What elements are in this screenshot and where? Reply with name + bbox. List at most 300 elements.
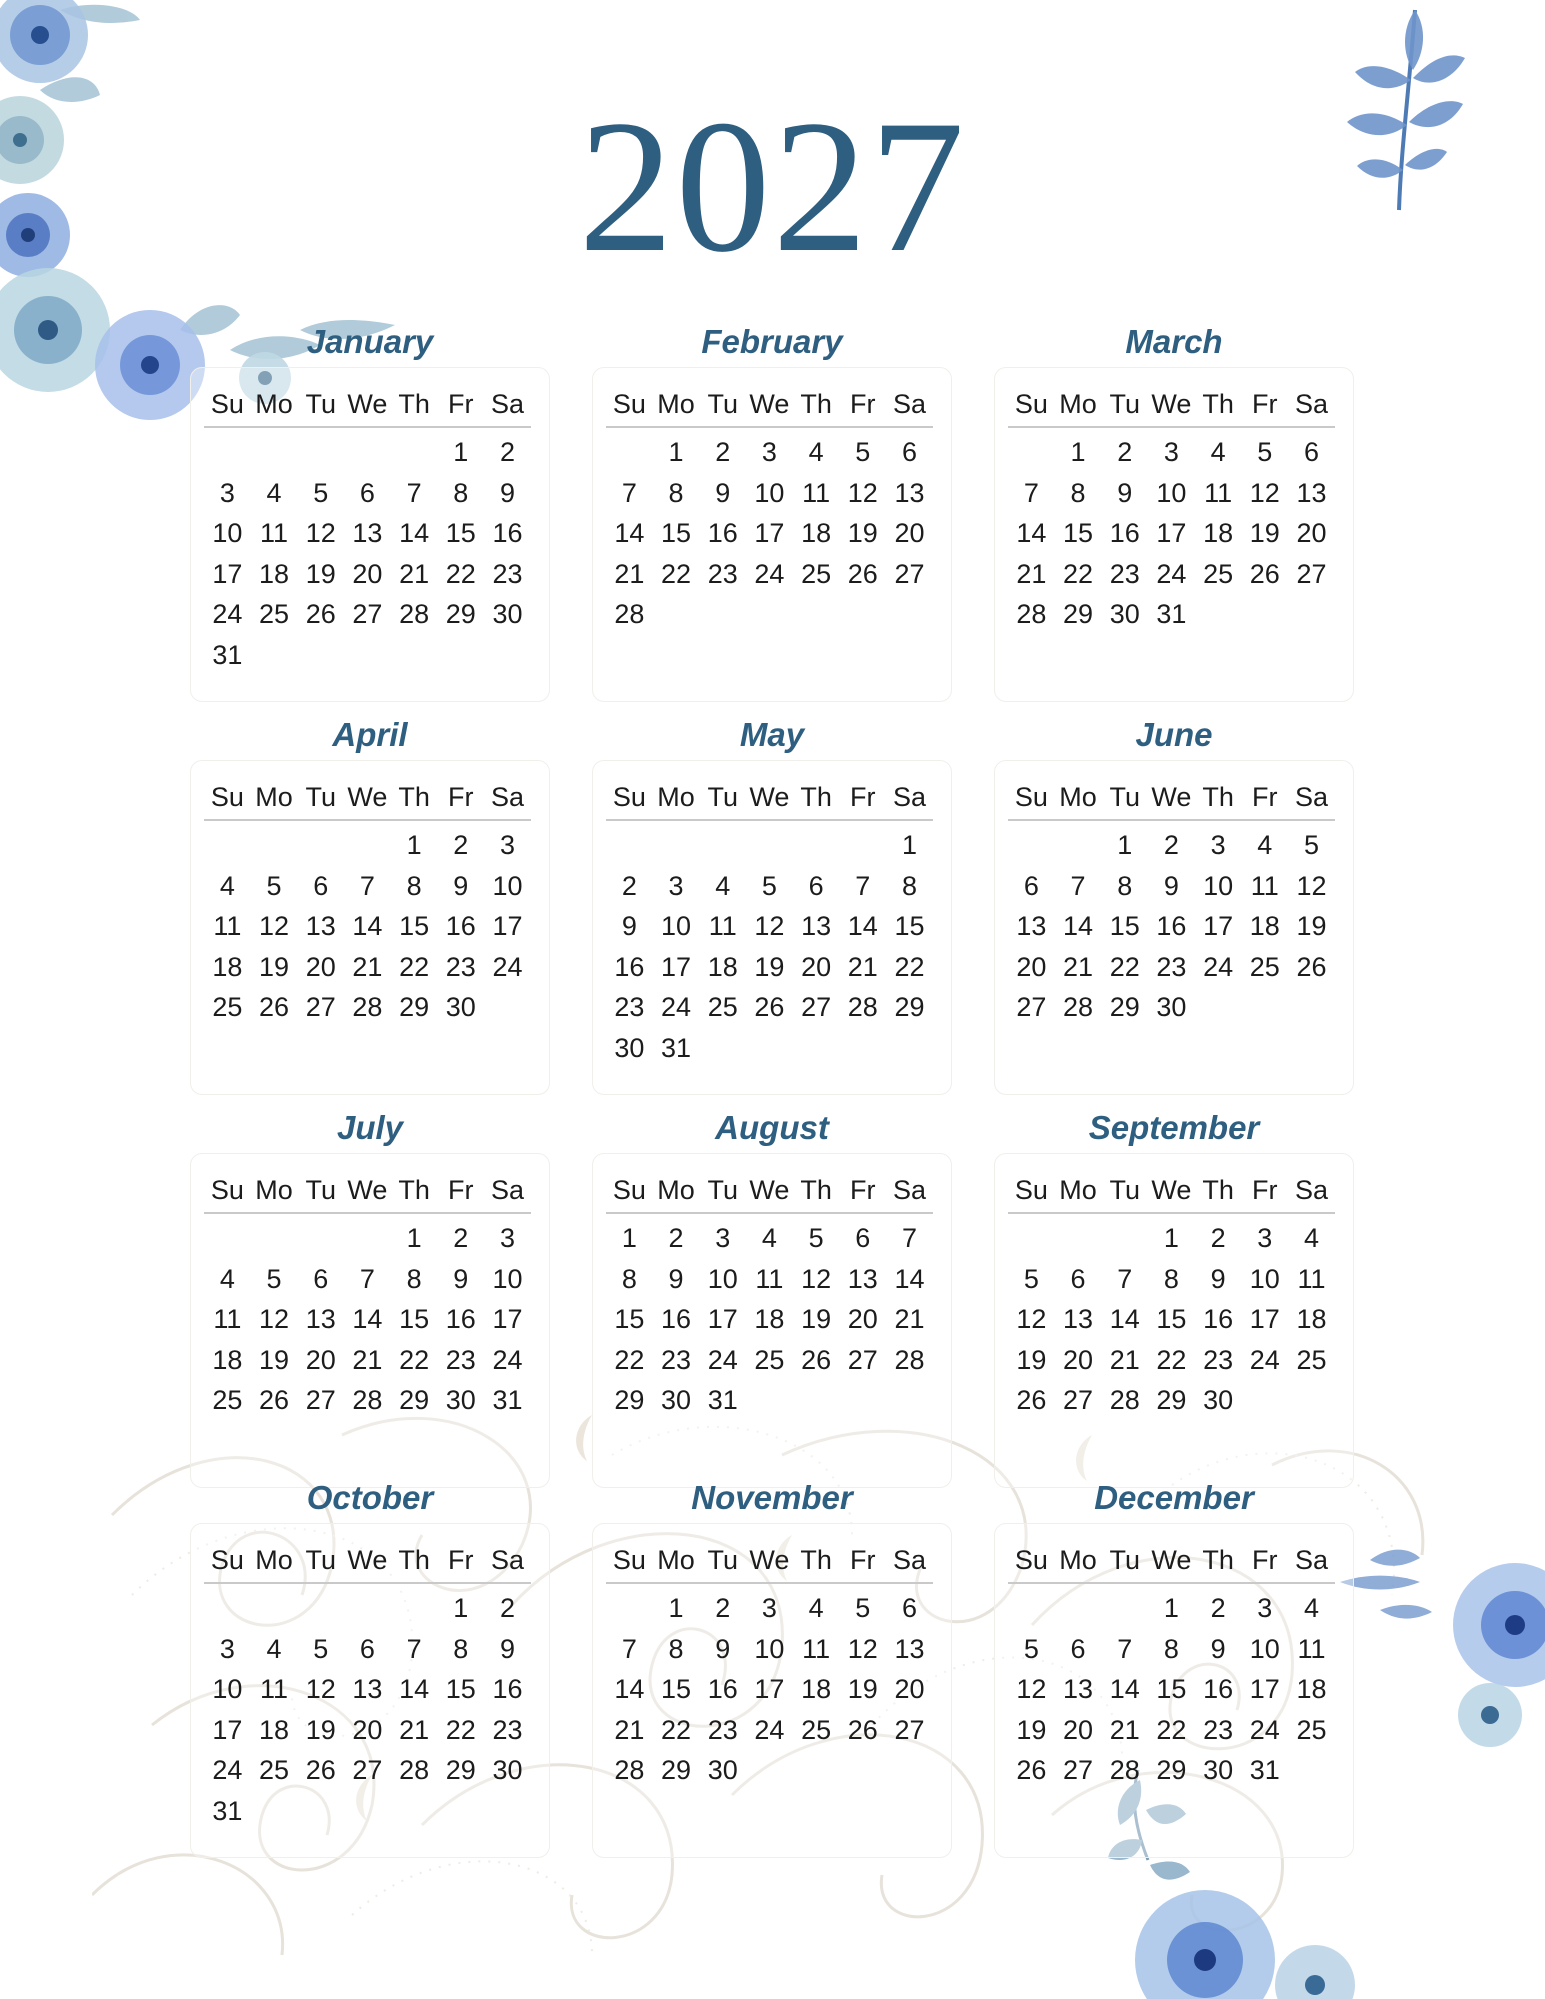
day-cell: 23	[707, 558, 738, 589]
month-december	[994, 1478, 1354, 1858]
day-cell: 26	[801, 1344, 832, 1375]
weekday-label: Mo	[657, 1545, 695, 1575]
day-cell: 22	[399, 1344, 430, 1375]
weekday-label: We	[347, 1545, 388, 1575]
day-cell: 2	[668, 1223, 684, 1253]
day-cell: 8	[901, 870, 917, 901]
day-cell: 15	[661, 518, 692, 548]
day-cell: 19	[305, 1714, 336, 1745]
day-cell: 2	[715, 1593, 731, 1623]
day-cell: 15	[1156, 1674, 1187, 1704]
month-january	[190, 322, 550, 702]
day-cell: 7	[1023, 477, 1039, 508]
day-cell: 23	[1203, 1344, 1234, 1375]
weekday-label: Tu	[305, 782, 336, 812]
day-cell: 30	[445, 1385, 476, 1415]
day-cell: 1	[453, 437, 469, 467]
weekday-label: Fr	[850, 1545, 876, 1575]
day-cell: 11	[1297, 1633, 1326, 1664]
day-cell: 4	[266, 1633, 282, 1664]
day-cell: 22	[1063, 558, 1094, 589]
day-cell: 6	[313, 870, 329, 901]
day-cell: 7	[1117, 1263, 1133, 1294]
weekday-label: Sa	[490, 1175, 524, 1205]
month-title: November	[691, 1479, 853, 1516]
day-cell: 17	[707, 1304, 738, 1334]
day-cell: 9	[668, 1263, 684, 1294]
day-cell: 14	[894, 1263, 925, 1294]
empty-day-cell	[204, 1218, 251, 1259]
weekday-label: Th	[1202, 1545, 1234, 1575]
day-cell: 16	[707, 518, 738, 548]
day-cell: 9	[453, 1263, 469, 1294]
day-cell: 28	[352, 1385, 383, 1415]
month-title: May	[739, 716, 805, 753]
weekday-label: Th	[1202, 782, 1234, 812]
month-day-grid	[204, 775, 531, 1028]
day-cell: 21	[614, 1714, 645, 1745]
day-cell: 19	[1249, 518, 1280, 548]
day-cell: 18	[707, 951, 738, 982]
day-cell: 27	[847, 1344, 878, 1375]
day-cell: 5	[855, 1593, 871, 1623]
day-cell: 25	[1203, 558, 1234, 589]
day-cell: 25	[801, 558, 832, 589]
day-cell: 18	[212, 1344, 243, 1375]
weekday-label: Mo	[657, 782, 695, 812]
weekday-label: Sa	[1294, 782, 1328, 812]
day-cell: 12	[305, 518, 336, 548]
day-cell: 6	[808, 870, 824, 901]
day-cell: 21	[614, 558, 645, 589]
month-title: October	[306, 1479, 434, 1516]
day-cell: 5	[1023, 1633, 1039, 1664]
day-cell: 18	[1249, 911, 1280, 941]
weekday-label: Fr	[850, 389, 876, 419]
weekday-label: Mo	[255, 782, 293, 812]
day-cell: 29	[1109, 992, 1140, 1022]
weekday-label: Mo	[1059, 1545, 1097, 1575]
day-cell: 28	[1063, 992, 1094, 1022]
weekday-label: We	[347, 782, 388, 812]
day-cell: 12	[1249, 477, 1280, 508]
day-cell: 28	[399, 1755, 430, 1785]
day-cell: 10	[707, 1263, 738, 1294]
day-cell: 3	[499, 1223, 515, 1253]
day-cell: 23	[1156, 951, 1187, 982]
day-cell: 18	[259, 558, 290, 589]
day-cell: 9	[499, 1633, 515, 1664]
day-cell: 11	[1297, 1263, 1326, 1294]
day-cell: 7	[359, 1263, 375, 1294]
weekday-label: Fr	[850, 782, 876, 812]
day-cell: 16	[445, 911, 476, 941]
day-cell: 15	[894, 911, 925, 941]
weekday-label: We	[1151, 782, 1192, 812]
weekday-label: Fr	[1252, 1175, 1278, 1205]
day-cell: 25	[259, 1755, 290, 1785]
day-cell: 20	[847, 1304, 878, 1334]
day-cell: 21	[399, 558, 430, 589]
weekday-label: Tu	[305, 1545, 336, 1575]
day-cell: 11	[213, 1304, 242, 1334]
day-cell: 13	[894, 477, 925, 508]
day-cell: 22	[1109, 951, 1140, 982]
day-cell: 19	[259, 1344, 290, 1375]
day-cell: 4	[808, 1593, 824, 1623]
weekday-label: Th	[800, 1545, 832, 1575]
day-cell: 5	[1023, 1263, 1039, 1294]
weekday-label: Fr	[1252, 782, 1278, 812]
day-cell: 13	[305, 911, 336, 941]
day-cell: 22	[445, 1714, 476, 1745]
day-cell: 29	[894, 992, 925, 1022]
day-cell: 12	[801, 1263, 832, 1294]
day-cell: 8	[668, 477, 684, 508]
day-cell: 24	[1249, 1344, 1280, 1375]
weekday-label: Su	[210, 1175, 244, 1205]
day-cell: 31	[212, 1795, 243, 1826]
day-cell: 7	[901, 1223, 917, 1253]
weekday-label: Th	[800, 1175, 832, 1205]
day-cell: 19	[801, 1304, 832, 1334]
day-cell: 7	[406, 477, 422, 508]
day-cell: 4	[1303, 1223, 1319, 1253]
empty-day-cell	[1008, 432, 1055, 473]
day-cell: 22	[1156, 1714, 1187, 1745]
day-cell: 3	[668, 870, 684, 901]
day-cell: 3	[219, 477, 235, 508]
day-cell: 11	[260, 1674, 289, 1704]
weekday-label: Su	[612, 782, 646, 812]
month-day-grid	[606, 775, 933, 1068]
day-cell: 28	[352, 992, 383, 1022]
day-cell: 1	[1070, 437, 1086, 467]
day-cell: 9	[1210, 1633, 1226, 1664]
day-cell: 24	[707, 1344, 738, 1375]
weekday-label: Su	[612, 1545, 646, 1575]
day-cell: 1	[621, 1223, 637, 1253]
day-cell: 3	[761, 437, 777, 467]
day-cell: 3	[1257, 1223, 1273, 1253]
day-cell: 20	[305, 1344, 336, 1375]
empty-day-cell	[606, 1588, 653, 1629]
day-cell: 22	[445, 558, 476, 589]
day-cell: 25	[1249, 951, 1280, 982]
day-cell: 14	[1016, 518, 1047, 548]
day-cell: 19	[1296, 911, 1327, 941]
day-cell: 20	[352, 1714, 383, 1745]
month-march	[994, 322, 1354, 702]
day-cell: 1	[901, 830, 917, 860]
day-cell: 2	[1210, 1223, 1226, 1253]
day-cell: 31	[492, 1385, 523, 1415]
day-cell: 17	[754, 1674, 785, 1704]
day-cell: 14	[1109, 1304, 1140, 1334]
month-september	[994, 1108, 1354, 1488]
day-cell: 13	[801, 911, 832, 941]
day-cell: 26	[305, 1755, 336, 1785]
day-cell: 21	[352, 1344, 383, 1375]
day-cell: 10	[661, 911, 692, 941]
day-cell: 19	[754, 951, 785, 982]
day-cell: 25	[1296, 1344, 1327, 1375]
month-day-grid	[1008, 1168, 1335, 1421]
day-cell: 9	[1117, 477, 1133, 508]
day-cell: 10	[1203, 870, 1234, 901]
weekday-label: Th	[800, 389, 832, 419]
day-cell: 15	[1156, 1304, 1187, 1334]
day-cell: 19	[1016, 1714, 1047, 1745]
day-cell: 30	[661, 1385, 692, 1415]
weekday-label: We	[1151, 1545, 1192, 1575]
day-cell: 25	[212, 1385, 243, 1415]
empty-day-cell	[606, 825, 653, 866]
month-october	[190, 1478, 550, 1858]
day-cell: 2	[1210, 1593, 1226, 1623]
day-cell: 22	[614, 1344, 645, 1375]
weekday-label: Mo	[255, 389, 293, 419]
day-cell: 1	[1117, 830, 1133, 860]
weekday-label: Sa	[1294, 1545, 1328, 1575]
day-cell: 31	[707, 1385, 738, 1415]
weekday-label: Fr	[448, 389, 474, 419]
day-cell: 23	[1203, 1714, 1234, 1745]
day-cell: 7	[1070, 870, 1086, 901]
weekday-label: Th	[800, 782, 832, 812]
day-cell: 17	[212, 1714, 243, 1745]
month-title: January	[306, 323, 434, 360]
day-cell: 10	[754, 477, 785, 508]
day-cell: 21	[352, 951, 383, 982]
day-cell: 13	[1063, 1304, 1094, 1334]
day-cell: 5	[266, 1263, 282, 1294]
day-cell: 15	[445, 518, 476, 548]
day-cell: 25	[754, 1344, 785, 1375]
day-cell: 16	[1109, 518, 1140, 548]
month-title: July	[336, 1109, 404, 1146]
day-cell: 16	[661, 1304, 692, 1334]
day-cell: 16	[707, 1674, 738, 1704]
day-cell: 22	[894, 951, 925, 982]
day-cell: 17	[492, 1304, 523, 1334]
day-cell: 8	[668, 1633, 684, 1664]
day-cell: 22	[399, 951, 430, 982]
day-cell: 30	[1203, 1755, 1234, 1785]
weekday-label: Sa	[490, 389, 524, 419]
day-cell: 17	[1203, 911, 1234, 941]
day-cell: 3	[219, 1633, 235, 1664]
weekday-label: Mo	[1059, 782, 1097, 812]
day-cell: 21	[399, 1714, 430, 1745]
day-cell: 20	[894, 518, 925, 548]
day-cell: 27	[305, 992, 336, 1022]
weekday-label: Mo	[657, 389, 695, 419]
day-cell: 4	[1257, 830, 1273, 860]
empty-day-cell	[1008, 1218, 1055, 1259]
day-cell: 29	[614, 1385, 645, 1415]
day-cell: 10	[492, 870, 523, 901]
day-cell: 17	[661, 951, 692, 982]
weekday-label: Sa	[1294, 389, 1328, 419]
flower-cluster-icon	[1340, 1520, 1545, 1750]
day-cell: 2	[499, 1593, 515, 1623]
day-cell: 23	[445, 1344, 476, 1375]
day-cell: 1	[668, 437, 684, 467]
day-cell: 11	[802, 1633, 831, 1664]
day-cell: 18	[1203, 518, 1234, 548]
day-cell: 30	[492, 599, 523, 629]
day-cell: 29	[1063, 599, 1094, 629]
day-cell: 27	[894, 1714, 925, 1745]
day-cell: 21	[1063, 951, 1094, 982]
day-cell: 23	[614, 992, 645, 1022]
empty-day-cell	[746, 825, 793, 866]
empty-day-cell	[391, 1588, 438, 1629]
day-cell: 4	[219, 870, 235, 901]
day-cell: 27	[1063, 1385, 1094, 1415]
day-cell: 31	[661, 1032, 692, 1063]
weekday-label: Fr	[1252, 1545, 1278, 1575]
day-cell: 17	[1249, 1304, 1280, 1334]
day-cell: 16	[1203, 1674, 1234, 1704]
day-cell: 8	[1163, 1263, 1179, 1294]
empty-day-cell	[1008, 825, 1055, 866]
day-cell: 24	[212, 599, 243, 629]
day-cell: 26	[305, 599, 336, 629]
day-cell: 10	[492, 1263, 523, 1294]
weekday-label: Su	[210, 1545, 244, 1575]
day-cell: 19	[305, 558, 336, 589]
day-cell: 24	[492, 951, 523, 982]
day-cell: 23	[492, 1714, 523, 1745]
day-cell: 2	[453, 1223, 469, 1253]
day-cell: 3	[715, 1223, 731, 1253]
empty-day-cell	[344, 825, 391, 866]
day-cell: 12	[305, 1674, 336, 1704]
day-cell: 14	[1109, 1674, 1140, 1704]
day-cell: 23	[445, 951, 476, 982]
day-cell: 9	[715, 477, 731, 508]
day-cell: 7	[1117, 1633, 1133, 1664]
day-cell: 9	[1210, 1263, 1226, 1294]
weekday-label: Tu	[707, 1175, 738, 1205]
day-cell: 23	[492, 558, 523, 589]
weekday-label: Su	[1014, 1545, 1048, 1575]
day-cell: 24	[1203, 951, 1234, 982]
day-cell: 17	[492, 911, 523, 941]
day-cell: 20	[1296, 518, 1327, 548]
day-cell: 11	[755, 1263, 784, 1294]
weekday-label: Tu	[305, 1175, 336, 1205]
day-cell: 8	[406, 1263, 422, 1294]
day-cell: 15	[614, 1304, 645, 1334]
day-cell: 23	[707, 1714, 738, 1745]
empty-day-cell	[1101, 1588, 1148, 1629]
empty-day-cell	[297, 432, 344, 473]
day-cell: 27	[801, 992, 832, 1022]
day-cell: 24	[754, 558, 785, 589]
day-cell: 31	[1249, 1755, 1280, 1785]
weekday-label: Fr	[850, 1175, 876, 1205]
day-cell: 10	[1249, 1633, 1280, 1664]
weekday-label: Th	[398, 1175, 430, 1205]
day-cell: 26	[259, 992, 290, 1022]
day-cell: 27	[352, 599, 383, 629]
day-cell: 16	[445, 1304, 476, 1334]
year-title: 2027	[578, 82, 967, 292]
day-cell: 28	[614, 1755, 645, 1785]
day-cell: 26	[754, 992, 785, 1022]
day-cell: 18	[1296, 1674, 1327, 1704]
day-cell: 29	[1156, 1755, 1187, 1785]
day-cell: 23	[1109, 558, 1140, 589]
day-cell: 12	[754, 911, 785, 941]
empty-day-cell	[251, 432, 298, 473]
month-title: April	[332, 716, 408, 753]
empty-day-cell	[297, 1218, 344, 1259]
day-cell: 13	[305, 1304, 336, 1334]
day-cell: 30	[1203, 1385, 1234, 1415]
day-cell: 2	[621, 870, 637, 901]
month-august	[592, 1108, 952, 1488]
day-cell: 19	[847, 518, 878, 548]
day-cell: 30	[614, 1032, 645, 1063]
month-day-grid	[606, 1168, 933, 1421]
weekday-label: Su	[1014, 782, 1048, 812]
day-cell: 2	[453, 830, 469, 860]
day-cell: 30	[707, 1755, 738, 1785]
day-cell: 10	[1249, 1263, 1280, 1294]
day-cell: 21	[1109, 1344, 1140, 1375]
day-cell: 10	[1156, 477, 1187, 508]
day-cell: 3	[1210, 830, 1226, 860]
day-cell: 15	[399, 911, 430, 941]
month-day-grid	[1008, 775, 1335, 1028]
day-cell: 29	[1156, 1385, 1187, 1415]
day-cell: 6	[1303, 437, 1319, 467]
weekday-label: We	[749, 1175, 790, 1205]
day-cell: 13	[847, 1263, 878, 1294]
day-cell: 22	[661, 1714, 692, 1745]
day-cell: 12	[259, 1304, 290, 1334]
month-day-grid	[204, 382, 531, 675]
day-cell: 9	[621, 911, 637, 941]
day-cell: 13	[352, 518, 383, 548]
day-cell: 9	[453, 870, 469, 901]
weekday-label: We	[749, 782, 790, 812]
day-cell: 11	[1204, 477, 1233, 508]
day-cell: 20	[894, 1674, 925, 1704]
day-cell: 4	[1210, 437, 1226, 467]
day-cell: 5	[808, 1223, 824, 1253]
day-cell: 7	[406, 1633, 422, 1664]
empty-day-cell	[251, 1588, 298, 1629]
day-cell: 16	[492, 518, 523, 548]
empty-day-cell	[1055, 1218, 1102, 1259]
day-cell: 11	[213, 911, 242, 941]
day-cell: 28	[1109, 1755, 1140, 1785]
day-cell: 28	[399, 599, 430, 629]
day-cell: 11	[708, 911, 737, 941]
day-cell: 18	[801, 1674, 832, 1704]
day-cell: 26	[1016, 1385, 1047, 1415]
day-cell: 8	[453, 1633, 469, 1664]
day-cell: 14	[352, 1304, 383, 1334]
day-cell: 7	[621, 1633, 637, 1664]
day-cell: 29	[445, 1755, 476, 1785]
day-cell: 4	[1303, 1593, 1319, 1623]
